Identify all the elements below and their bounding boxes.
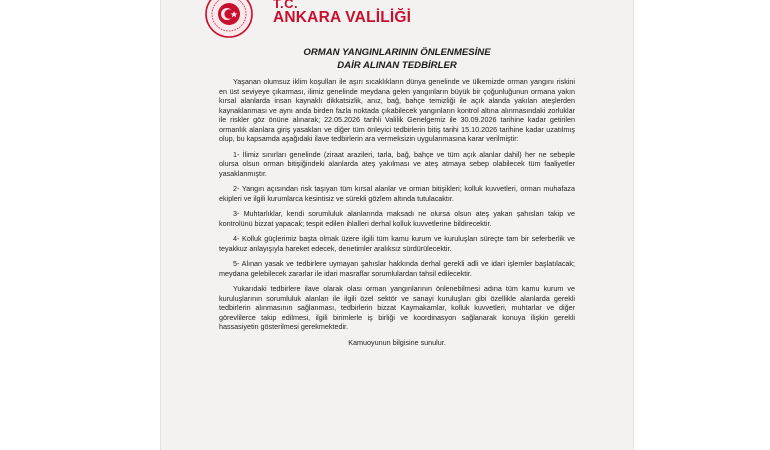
measure-item: 5- Alınan yasak ve tedbirlere uymayan şahıslar hakkında derhal gerekli adli ve idari işlemler başlatılacak; meydana gelebilecek zararlar ile idari masraflar sorumlulardan tahsil edilecektir. (219, 259, 575, 278)
document-header (161, 0, 633, 40)
document-page (160, 0, 634, 450)
authority-name: ANKARA VALİLİĞİ (273, 9, 412, 26)
measure-item: 3- Muhtarlıklar, kendi sorumluluk alanlarında maksadı ne olursa olsun ateş yakan şahısları takip ve kontrolünü bizzat yapacak; tespit edilen ihlalleri derhal kolluk kuvvetlerine bildirecektir. (219, 209, 575, 228)
measure-item: 1- İlimiz sınırları genelinde (ziraat arazileri, tarla, bağ, bahçe ve tüm açık alanlar dahil) her ne sebeple olursa olsun orman bitişiğindeki alanlarda ateş yakılması ve ateş atmaya sebep olabilecek tüm faaliyetler yasaklanmıştır. (219, 149, 575, 178)
measure-item: 2- Yangın açısından risk taşıyan tüm kırsal alanlar ve orman bitişikleri; kolluk kuvvetleri, orman muhafaza ekipleri ve ilgili kurumlarca kesintisiz ve sürekli gözlem altında tutulacaktır. (219, 184, 575, 203)
title-line-1: ORMAN YANGINLARININ ÖNLENMESİNE (303, 47, 491, 58)
intro-paragraph: Yaşanan olumsuz iklim koşulları ile aşırı sıcaklıkların dünya genelinde ve ülkemizde orman yangını riskini en üst seviyeye çıkarması, ilimiz genelinde meydana gelen yangınların büyük bir çoğunluğunun ormana yakın kırsal alanlarda insan kaynaklı dikkatsizlik, anız, bağ, bahçe temizliği ile açık alanda yakılan ateşlerden kaynaklanması ve aynı anda birden fazla noktada çıkabilecek yangınların kontrol altına alınmasındaki zorluklar ile riskler göz önüne alınarak; 22.05.2026 tarihli Valilik Genelgemiz ile 30.09.2026 tarihine kadar getirilen ormanlık alanlara giriş yasakları ve diğer tüm önleyici tedbirlerin bitiş tarihi 15.10.2026 tarihine kadar uzatılmış olup, bu kapsamda aşağıdaki ilave tedbirlerin ara vermeksizin uygulanmasına karar verilmiştir: (219, 77, 575, 143)
closing-paragraph: Yukarıdaki tedbirlere ilave olarak olası orman yangınlarının önlenebilmesi adına tüm kamu kurum ve kuruluşlarının sorumluluk alanları ile ilgili özel sektör ve sanayi kuruluşları gibi özellikle alanlarda gerekli tedbirlerin alınmasının sağlanması, tedbirlerin bizzat Kaymakamlar, kolluk kuvvetleri, muhtarlar ve diğer görevlilerce takip edilmesi, ilgili birimlerle iş birliği ve koordinasyon sağlanarak konuya ilişkin gerekli hassasiyetin gösterilmesi gerekmektedir. (219, 284, 575, 331)
tc-label: T.C. (273, 0, 299, 11)
document-title (161, 46, 633, 72)
sign-off: Kamuoyunun bilgisine sunulur. (348, 337, 446, 347)
title-line-2: DAİR ALINAN TEDBİRLER (337, 60, 457, 71)
governorship-seal-icon (203, 0, 255, 38)
measure-item: 4- Kolluk güçlerimiz başta olmak üzere ilgili tüm kamu kurum ve kuruluşları süreçte tam bir seferberlik ve teyakkuz anlayışıyla hareket edecek, denetimler aralıksız sürdürülecektir. (219, 234, 575, 253)
document-body (219, 77, 575, 353)
